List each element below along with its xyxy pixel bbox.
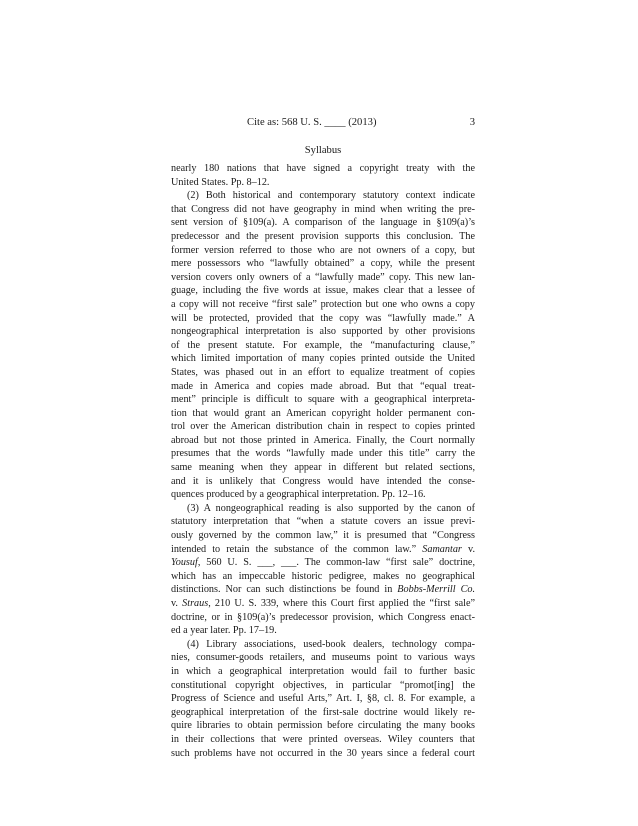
text-line: doctrine, or in §109(a)’s predecessor provision, which Congress enact- [171,611,475,623]
text-line: intended to retain the substance of the common law.” Samantar v. [171,543,475,555]
text-line: mere possessors who “lawfully obtained” a copy, while the present [171,258,475,270]
text-line: version covers only owners of a “lawfully made” copy. This new lan- [171,271,475,283]
text-line: distinctions. Nor can such distinctions be found in Bobbs-Merrill Co. [171,584,475,596]
text-line: nies, consumer-goods retailers, and museums point to various ways [171,652,475,664]
text-line: geographical interpretation of the first-sale doctrine would likely re- [171,706,475,718]
text-line: will be protected, provided that the copy was “lawfully made.” A [171,312,475,324]
text-line: nongeographical interpretation is also supported by other provisions [171,326,475,338]
text-line: a copy will not receive “first sale” protection but one who owns a copy [171,298,475,310]
text-line: guage, including the five words at issue, makes clear that a lessee of [171,285,475,297]
text-line: Yousuf, 560 U. S. ___, ___. The common-law “first sale” doctrine, [171,557,475,569]
text-line: (2) Both historical and contemporary statutory context indicate [187,190,475,202]
text-line: abroad but not those printed in America. Finally, the Court normally [171,434,475,446]
text-line: (3) A nongeographical reading is also supported by the canon of [187,502,475,514]
text-line: quire libraries to obtain permission before circulating the many books [171,720,475,732]
text-line: such problems have not occurred in the 30 years since a federal court [171,747,475,759]
text-line: predecessor and the present provision supports this conclusion. The [171,230,475,242]
page-number: 3 [469,117,475,128]
text-line: Progress of Science and useful Arts,” Art. I, §8, cl. 8. For example, a [171,693,475,705]
text-line: constitutional copyright objectives, in particular “promot[ing] the [171,679,475,691]
text-line: in which a geographical interpretation would fail to further basic [171,665,475,677]
text-line: which limited importation of many copies printed outside the United [171,353,475,365]
text-line: statutory interpretation that “when a statute covers an issue previ- [171,516,475,528]
running-header [171,117,475,133]
text-line: same meaning when they appear in different but related sections, [171,462,475,474]
text-line: presumes that the words “lawfully made under this title” carry the [171,448,475,460]
text-line: (4) Library associations, used-book dealers, technology compa- [187,638,475,650]
text-line: made in America and copies made abroad. But that “equal treat- [171,380,475,392]
syllabus-body [171,162,475,760]
section-title: Syllabus [304,145,342,156]
text-line: States, was phased out in an effort to equalize treatment of copies [171,366,475,378]
text-line: former version referred to those who are not owners of a copy, but [171,244,475,256]
text-line: nearly 180 nations that have signed a copyright treaty with the [171,163,475,174]
text-line: ously governed by the common law,” it is presumed that “Congress [171,530,475,542]
text-line: United States. Pp. 8–12. [171,176,270,188]
text-line: ment” principle is difficult to square with a geographical interpreta- [171,394,475,406]
text-line: ed a year later. Pp. 17–19. [171,625,277,637]
text-line: tion that would grant an American copyright holder permanent con- [171,407,475,419]
text-line: quences produced by a geographical interpretation. Pp. 12–16. [171,489,426,501]
text-line: v. Straus, 210 U. S. 339, where this Court first applied the “first sale” [171,598,475,609]
text-line: trol over the American distribution chain in respect to copies printed [171,421,475,433]
text-line: which has an impeccable historic pedigree, makes no geographical [171,570,475,582]
citation: Cite as: 568 U. S. ____ (2013) [247,117,377,128]
text-line: of the present statute. For example, the “manufacturing clause,” [171,339,475,351]
text-line: and it is unlikely that Congress would have intended the conse- [171,475,475,487]
text-line: in their collections that were printed overseas. Wiley counters that [171,733,475,745]
text-line: sent version of §109(a). A comparison of the language in §109(a)’s [171,217,475,229]
text-line: that Congress did not have geography in mind when writing the pre- [171,203,475,215]
